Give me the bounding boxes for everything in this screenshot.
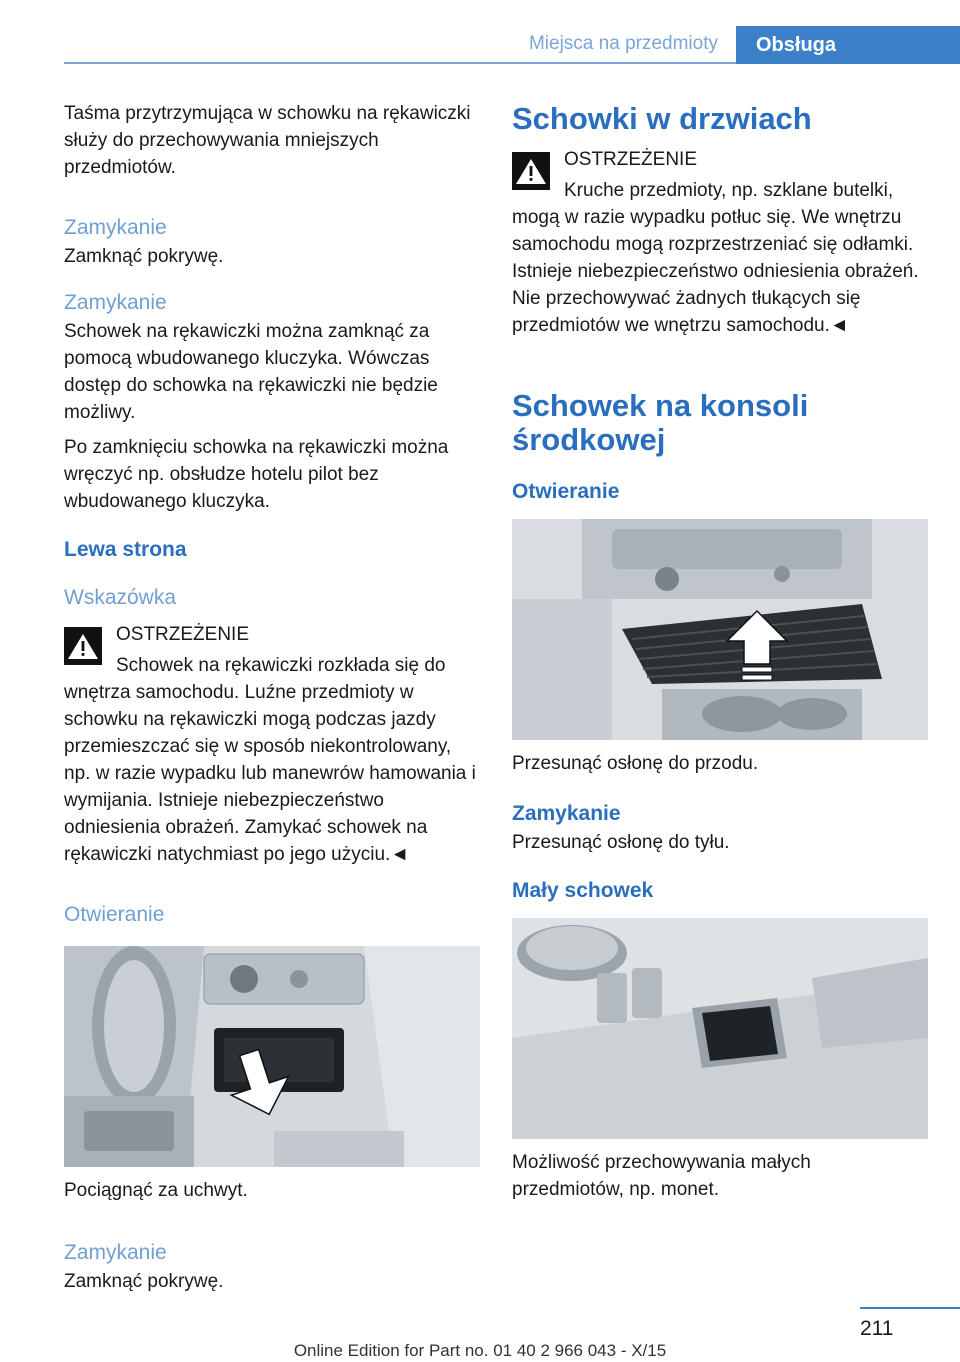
small-storage-illustration — [512, 918, 928, 1139]
heading-door-storage: Schowki w drzwiach — [512, 101, 812, 136]
footer-edition: Online Edition for Part no. 01 40 2 966 043 - X/15 — [293, 1341, 667, 1360]
glovebox-illustration — [64, 946, 480, 1167]
header-chapter-tab: Obsługa — [736, 26, 960, 64]
caption-opening-console: Przesunąć osłonę do przodu. — [512, 753, 759, 774]
heading-opening-console: Otwieranie — [512, 480, 620, 503]
header-rule — [64, 62, 736, 64]
warning-text: mogą w razie wypadku potłuc się. We wnętrzu samochodu mogą rozprzestrzeniać się odłamki. Istnieje niebezpieczeństwo odniesienia obrażeń. Nie przechowywać żadnych tłukących się przedmiotów we wnętrzu samochodu.◄ — [512, 207, 919, 336]
heading-closing-2: Zamykanie — [64, 291, 167, 314]
text-closing-console: Przesunąć osłonę do tyłu. — [512, 832, 730, 853]
heading-closing-3: Zamykanie — [64, 1241, 167, 1264]
warning-block-glovebox — [64, 621, 480, 868]
warning-title: OSTRZEŻENIE — [564, 149, 698, 170]
warning-triangle-icon — [64, 627, 102, 665]
right-column — [512, 96, 928, 1203]
text-closing-2b: Po zamknięciu schowka na rękawiczki można wręczyć np. obsłudze hotelu pilot bez wbudowanego kluczyka. — [64, 437, 449, 512]
heading-center-console-line2: środkowej — [512, 422, 666, 457]
intro-text: Taśma przytrzymująca w schowku na rękawiczki służy do przechowywania mniejszych przedmiotów. — [64, 103, 471, 178]
heading-closing-console: Zamykanie — [512, 802, 621, 825]
footer-rule — [860, 1307, 960, 1309]
text-closing-2a: Schowek na rękawiczki można zamknąć za pomocą wbudowanego kluczyka. Wówczas dostęp do schowka na rękawiczki nie będzie możliwy. — [64, 321, 438, 423]
console-storage-illustration — [512, 519, 928, 740]
caption-opening: Pociągnąć za uchwyt. — [64, 1180, 248, 1201]
heading-small-storage: Mały schowek — [512, 879, 654, 902]
heading-closing-1: Zamykanie — [64, 216, 167, 239]
warning-triangle-icon — [512, 152, 550, 190]
heading-opening: Otwieranie — [64, 903, 165, 926]
heading-left-side: Lewa strona — [64, 538, 187, 561]
header-section-title: Miejsca na przedmioty — [528, 33, 718, 54]
page-number: 211 — [860, 1317, 894, 1340]
caption-small-storage: Możliwość przechowywania małych przedmiotów, np. monet. — [512, 1152, 811, 1200]
text-closing-1: Zamknąć pokrywę. — [64, 246, 224, 267]
warning-text: wnętrza samochodu. Luźne przedmioty w schowku na rękawiczki mogą podczas jazdy przemieszczać się w sposób niekontrolowany, np. w razie wypadku lub manewrów hamowania i wymijania. Istnieje niebezpieczeństwo odniesienia obrażeń. Zamykać schowek na rękawiczki natychmiast po jego użyciu.◄ — [64, 682, 476, 865]
warning-block-doors — [512, 146, 928, 339]
heading-center-console-line1: Schowek na konsoli — [512, 388, 809, 423]
warning-title: OSTRZEŻENIE — [116, 624, 250, 645]
text-closing-3: Zamknąć pokrywę. — [64, 1271, 224, 1292]
left-column — [64, 96, 480, 1295]
heading-hint: Wskazówka — [64, 586, 177, 609]
warning-lead: Schowek na rękawiczki rozkłada się do — [116, 655, 446, 676]
warning-lead: Kruche przedmioty, np. szklane butelki, — [564, 180, 894, 201]
